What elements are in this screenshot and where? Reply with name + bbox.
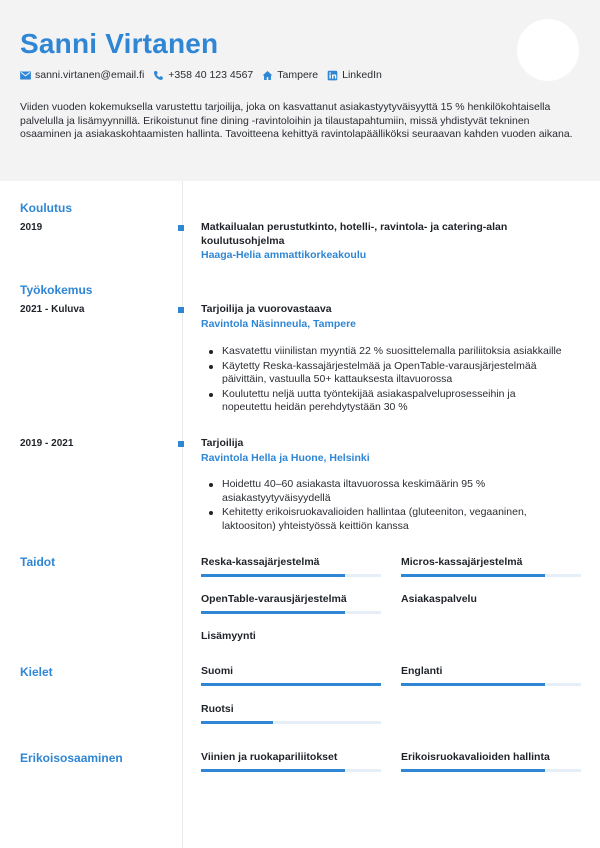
experience-employer: Ravintola Näsinneula, Tampere [201, 318, 357, 330]
language-item [201, 665, 381, 686]
language-bar [401, 683, 581, 686]
skill-item [401, 556, 581, 577]
skill-label: Reska-kassajärjestelmä [201, 556, 320, 568]
contact-bar [20, 69, 391, 81]
skill-label: OpenTable-varausjärjestelmä [201, 593, 347, 605]
phone-icon [153, 70, 164, 81]
contact-linkedin[interactable] [327, 69, 382, 81]
phone-text: +358 40 123 4567 [168, 69, 254, 81]
skill-bar [401, 574, 581, 577]
specialty-item [401, 751, 581, 772]
list-item: Kasvatettu viinilistan myyntiä 22 % suosittelemalla pariliitoksia asiakkaille [222, 345, 567, 359]
experience-employer: Ravintola Hella ja Huone, Helsinki [201, 452, 370, 464]
language-label: Suomi [201, 665, 234, 677]
skill-bar [201, 611, 381, 614]
language-item [401, 665, 581, 686]
contact-location [262, 69, 318, 81]
language-bar [201, 683, 381, 686]
skill-item [401, 593, 581, 605]
skill-item [201, 630, 381, 642]
experience-date: 2019 - 2021 [20, 438, 74, 449]
specialty-bar [401, 769, 581, 772]
specialty-bar-fill [201, 769, 345, 772]
experience-bullets [222, 478, 567, 534]
list-item: Hoidettu 40–60 asiakasta iltavuorossa keskimäärin 95 % asiakastyytyväisyydellä [222, 478, 567, 505]
specialty-bar-fill [401, 769, 545, 772]
language-bar [201, 721, 381, 724]
skill-label: Micros-kassajärjestelmä [401, 556, 523, 568]
specialty-bar [201, 769, 381, 772]
home-icon [262, 70, 273, 81]
envelope-icon [20, 70, 31, 81]
skill-bar-fill [201, 611, 345, 614]
timeline-marker [178, 225, 184, 231]
language-bar-fill [201, 721, 273, 724]
timeline-marker [178, 441, 184, 447]
language-bar-fill [401, 683, 545, 686]
skill-bar [201, 574, 381, 577]
section-skills-title: Taidot [20, 555, 56, 569]
skill-label: Asiakaspalvelu [401, 593, 477, 605]
email-text: sanni.virtanen@email.fi [35, 69, 145, 81]
section-languages-title: Kielet [20, 665, 53, 679]
profile-summary: Viiden vuoden kokemuksella varustettu tarjoilija, joka on kasvattanut asiakastyytyväisyyttä 15 % henkilökohtaisella palvelulla ja lisämyynnillä. Erikoistunut fine dining -ravintoloihin ja tilaustapahtumiin, missä yhdistyvät tekninen osaaminen ja asiakaskohtaamisten hallinta. Tavoitteena kehittyä ravintolapäälliköksi seuraavan kahden vuoden aikana. [20, 101, 573, 141]
experience-date: 2021 - Kuluva [20, 304, 85, 315]
specialty-label: Erikoisruokavalioiden hallinta [401, 751, 550, 763]
skill-item [201, 593, 381, 614]
language-label: Ruotsi [201, 703, 234, 715]
experience-bullets [222, 345, 567, 416]
skill-bar-fill [201, 574, 345, 577]
candidate-name: Sanni Virtanen [20, 28, 219, 59]
timeline-marker [178, 307, 184, 313]
list-item: Kehitetty erikoisruokavalioiden hallintaa (gluteeniton, vegaaninen, laktoositon) yhteistyössä keittiön kanssa [222, 506, 567, 533]
list-item: Koulutettu neljä uutta työntekijää asiakaspalveluprosesseihin ja nopeutettu heidän perehdytystään 30 % [222, 388, 567, 415]
experience-title: Tarjoilija [201, 437, 244, 449]
education-degree: Matkailualan perustutkinto, hotelli-, ravintola- ja catering-alan koulutusohjelma [201, 221, 508, 247]
education-date: 2019 [20, 222, 43, 233]
contact-phone[interactable] [153, 69, 253, 81]
profile-photo-placeholder [517, 19, 579, 81]
education-school: Haaga-Helia ammattikorkeakoulu [201, 249, 367, 261]
section-experience-title: Työkokemus [20, 283, 93, 297]
skill-bar-fill [401, 574, 545, 577]
skill-label: Lisämyynti [201, 630, 256, 642]
language-label: Englanti [401, 665, 443, 677]
specialty-label: Viinien ja ruokapariliitokset [201, 751, 338, 763]
location-text: Tampere [277, 69, 319, 81]
skill-item [201, 556, 381, 577]
contact-email[interactable] [20, 69, 144, 81]
timeline-divider [182, 181, 183, 848]
experience-title: Tarjoilija ja vuorovastaava [201, 303, 332, 315]
linkedin-icon [327, 70, 338, 81]
language-bar-fill [201, 683, 381, 686]
language-item [201, 703, 381, 724]
section-education-title: Koulutus [20, 201, 72, 215]
list-item: Käytetty Reska-kassajärjestelmää ja OpenTable-varausjärjestelmää päivittäin, vastuulla 50+ kattauksesta iltavuorossa [222, 360, 567, 387]
section-specialties-title: Erikoisosaaminen [20, 751, 123, 765]
linkedin-text: LinkedIn [342, 69, 382, 81]
specialty-item [201, 751, 381, 772]
